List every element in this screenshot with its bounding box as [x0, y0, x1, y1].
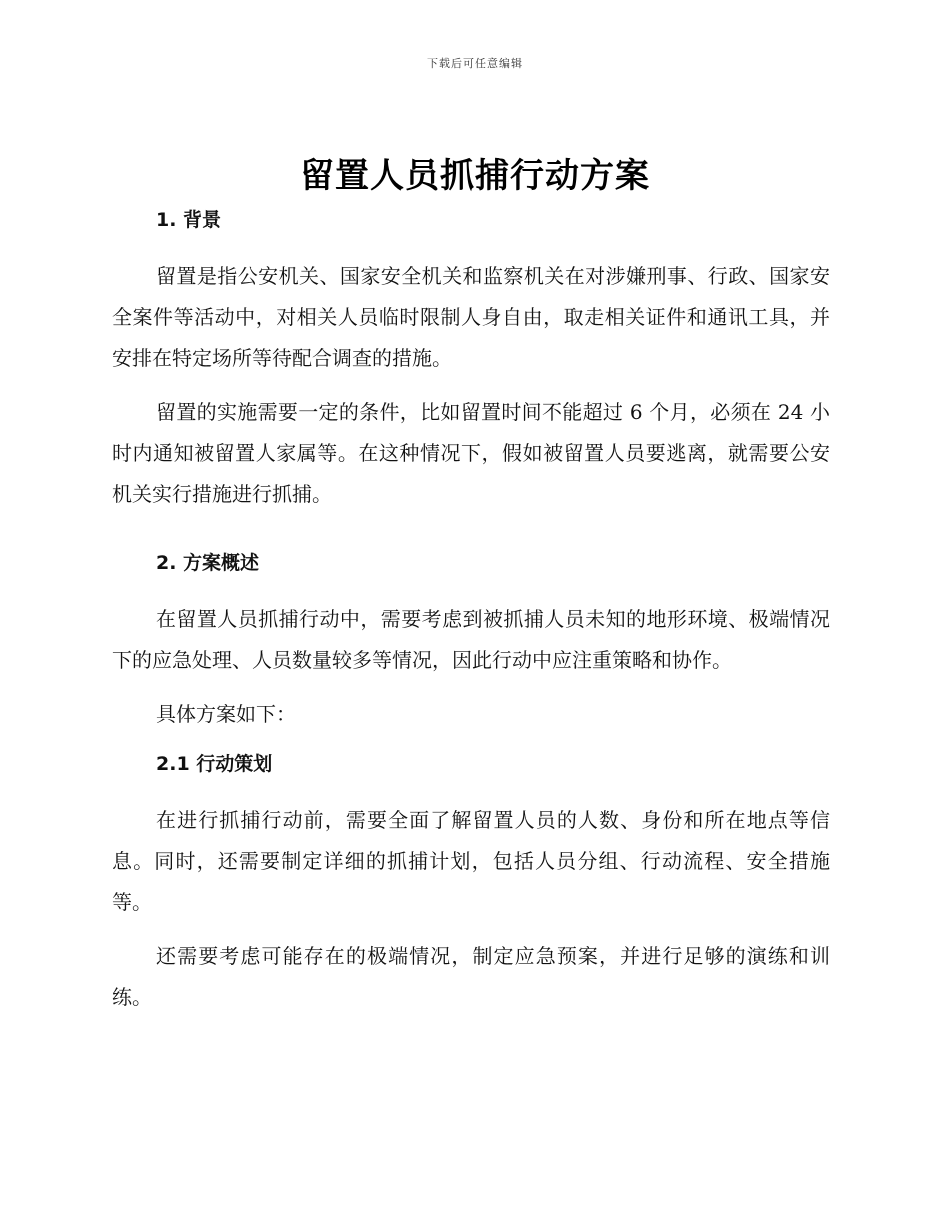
paragraph-overview-considerations: 在留置人员抓捕行动中，需要考虑到被抓捕人员未知的地形环境、极端情况下的应急处理、人员数量较多等情况，因此行动中应注重策略和协作。	[112, 607, 830, 672]
document-title: 留置人员抓捕行动方案	[300, 156, 650, 196]
paragraph-background-conditions: 留置的实施需要一定的条件，比如留置时间不能超过 6 个月，必须在 24 小时内通知被留置人家属等。在这种情况下，假如被留置人员要逃离，就需要公安机关实行措施进行抓捕。	[112, 400, 830, 506]
paragraph-background-definition: 留置是指公安机关、国家安全机关和监察机关在对涉嫌刑事、行政、国家安全案件等活动中，对相关人员临时限制人身自由，取走相关证件和通讯工具，并安排在特定场所等待配合调查的措施。	[112, 264, 830, 370]
paragraph-overview-plan-intro: 具体方案如下：	[156, 702, 296, 726]
section-heading-overview: 2. 方案概述	[156, 552, 260, 574]
page-header-note: 下载后可任意编辑	[427, 57, 523, 70]
paragraph-planning-contingency: 还需要考虑可能存在的极端情况，制定应急预案，并进行足够的演练和训练。	[112, 944, 830, 1009]
section-heading-background: 1. 背景	[156, 209, 222, 231]
section-heading-action-planning: 2.1 行动策划	[156, 753, 273, 775]
paragraph-planning-preparation: 在进行抓捕行动前，需要全面了解留置人员的人数、身份和所在地点等信息。同时，还需要制定详细的抓捕计划，包括人员分组、行动流程、安全措施等。	[112, 808, 830, 914]
document-body	[112, 204, 830, 1018]
